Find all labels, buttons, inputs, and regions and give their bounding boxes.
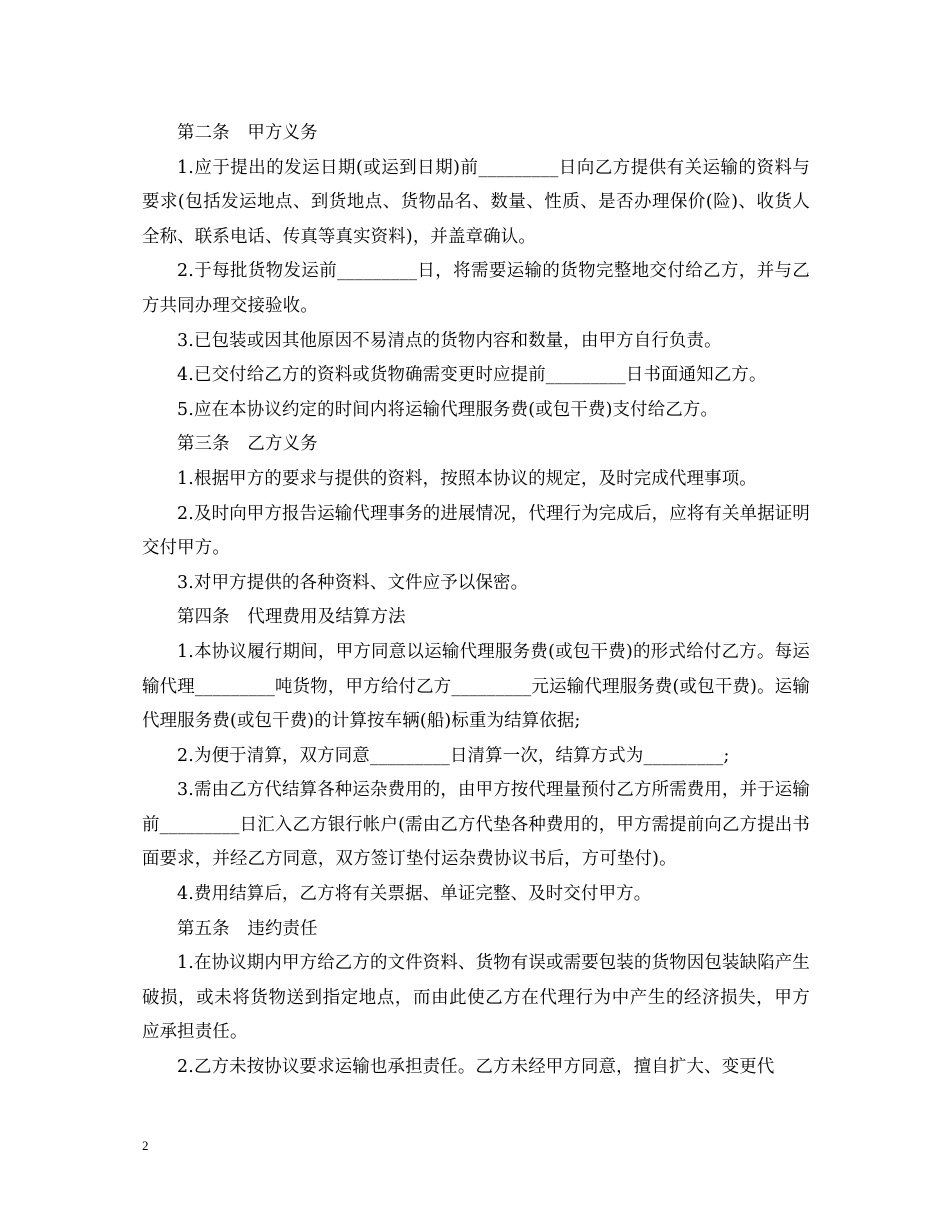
article-2-clause-2: 2.于每批货物发运前_________日，将需要运输的货物完整地交付给乙方，并与乙方共同办理交接验收。 (142, 261, 810, 316)
article-3-clause-2: 2.及时向甲方报告运输代理事务的进展情况，代理行为完成后，应将有关单据证明交付甲方。 (142, 503, 810, 559)
article-4-clause-1: 1.本协议履行期间，甲方同意以运输代理服务费(或包干费)的形式给付乙方。每运输代理_________吨货物，甲方给付乙方_________元运输代理服务费(或包干费)。运输代理服务费(或包干费)的计算按车辆(船)标重为结算依据; (142, 641, 810, 732)
article-2-clause-3: 3.已包装或因其他原因不易清点的货物内容和数量，由甲方自行负责。 (177, 330, 722, 351)
article-3-clause-3: 3.对甲方提供的各种资料、文件应予以保密。 (177, 572, 529, 593)
article-2-clause-1: 1.应于提出的发运日期(或运到日期)前_________日向乙方提供有关运输的资料与要求(包括发运地点、到货地点、货物品名、数量、性质、是否办理保价(险)、收货人全称、联系电话、传真等真实资料)，并盖章确认。 (142, 157, 810, 247)
article-5-clause-1: 1.在协议期内甲方给乙方的文件资料、货物有误或需要包装的货物因包装缺陷产生破损，或未将货物送到指定地点，而由此使乙方在代理行为中产生的经济损失，甲方应承担责任。 (142, 953, 810, 1043)
article-4-clause-2: 2.为便于清算，双方同意_________日清算一次，结算方式为_________; (177, 745, 730, 766)
article-3-clause-1: 1.根据甲方的要求与提供的资料，按照本协议的规定，及时完成代理事项。 (177, 468, 757, 489)
article-5-heading: 第五条 违约责任 (177, 918, 318, 939)
article-5-clause-2: 2.乙方未按协议要求运输也承担责任。乙方未经甲方同意，擅自扩大、变更代 (177, 1057, 775, 1078)
article-4-heading: 第四条 代理费用及结算方法 (177, 607, 406, 628)
article-3-heading: 第三条 乙方义务 (177, 434, 318, 455)
article-4-clause-4: 4.费用结算后，乙方将有关票据、单证完整、及时交付甲方。 (177, 884, 652, 905)
article-2-clause-5: 5.应在本协议约定的时间内将运输代理服务费(或包干费)支付给乙方。 (177, 399, 719, 420)
document-body (142, 116, 810, 1085)
article-2-clause-4: 4.已交付给乙方的资料或货物确需变更时应提前_________日书面通知乙方。 (177, 365, 767, 386)
article-4-clause-3: 3.需由乙方代结算各种运杂费用的，由甲方按代理量预付乙方所需费用，并于运输前_________日汇入乙方银行帐户(需由乙方代垫各种费用的，甲方需提前向乙方提出书面要求，并经乙方同意，双方签订垫付运杂费协议书后，方可垫付)。 (142, 780, 810, 870)
article-2-heading: 第二条 甲方义务 (177, 123, 318, 143)
page-number: 2 (142, 1138, 149, 1153)
